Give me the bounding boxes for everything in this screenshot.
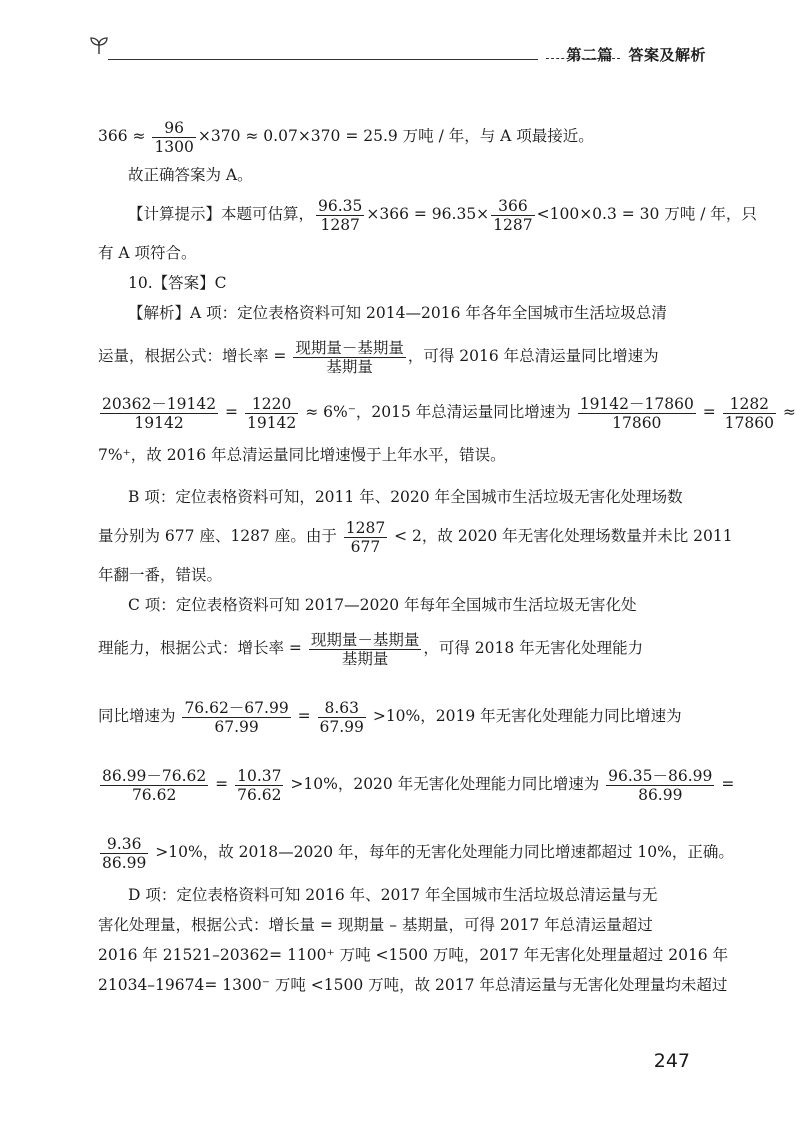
denominator: 67.99 — [214, 717, 259, 736]
text-run: >10%，故 2018—2020 年，每年的无害化处理能力同比增速都超过 10%，正确。 — [150, 843, 734, 861]
text-run: ≈ 6%⁻，2015 年总清运量同比增速为 — [300, 403, 576, 421]
page-body — [98, 112, 796, 1000]
fraction — [245, 395, 298, 432]
numerator: 76.62－67.99 — [184, 698, 289, 717]
denominator: 76.62 — [237, 785, 282, 804]
text-line: D 项：定位表格资料可知 2016 年、2017 年全国城市生活垃圾总清运量与无 — [128, 886, 658, 904]
denominator: 76.62 — [131, 785, 177, 804]
text-run: = — [210, 775, 234, 793]
numerator: 1287 — [345, 518, 386, 537]
text-line: 害化处理量，根据公式：增长量 = 现期量 – 基期量，可得 2017 年总清运量超过 — [98, 916, 653, 934]
text-run: = — [220, 403, 243, 421]
numerator: 10.37 — [237, 766, 282, 785]
denominator: 17860 — [612, 413, 662, 432]
numerator: 96.35 — [318, 196, 363, 215]
fraction — [316, 197, 364, 234]
text-run: >10%，2020 年无害化处理能力同比增速为 — [285, 775, 605, 793]
text-run: ×366 = 96.35× — [366, 205, 490, 223]
denominator: 基期量 — [341, 649, 389, 668]
numerator: 1282 — [723, 395, 776, 414]
text-run: >10%，2019 年无害化处理能力同比增速为 — [367, 707, 682, 725]
text-line — [98, 620, 692, 676]
denominator: 1300 — [154, 137, 194, 156]
text-line: B 项：定位表格资料可知，2011 年、2020 年全国城市生活垃圾无害化处理场数 — [128, 488, 683, 506]
text-run: <100×0.3 = 30 万吨 / 年，只 — [536, 205, 757, 223]
text-run: ，可得 2016 年总清运量同比增速为 — [407, 347, 659, 365]
denominator: 67.99 — [319, 717, 364, 736]
denominator: 677 — [350, 537, 381, 556]
fraction — [309, 631, 422, 668]
text-run: 理能力，根据公式：增长率 = — [98, 639, 307, 657]
denominator: 1287 — [493, 215, 533, 234]
fraction — [235, 767, 283, 804]
numerator: 现期量－基期量 — [295, 338, 404, 357]
text-line: 故正确答案为 A。 — [128, 166, 253, 184]
text-line — [98, 112, 692, 160]
denominator: 86.99 — [638, 785, 683, 804]
running-header — [80, 30, 706, 70]
text-run: 366 ≈ — [98, 127, 151, 145]
denominator: 1287 — [320, 215, 360, 234]
denominator: 19142 — [134, 413, 184, 432]
fraction — [100, 395, 218, 432]
text-run: = — [716, 775, 735, 793]
fraction — [491, 197, 534, 234]
text-line — [98, 688, 692, 744]
answer-heading: 10.【答案】C — [128, 274, 227, 292]
text-run: = — [697, 403, 721, 421]
text-run: ，可得 2018 年无害化处理能力 — [423, 639, 644, 657]
numerator: 现期量－基期量 — [310, 630, 420, 649]
text-run: 同比增速为 — [98, 707, 181, 725]
fraction — [100, 835, 148, 872]
text-line: 2016 年 21521–20362= 1100⁺ 万吨 <1500 万吨，2017 年无害化处理量超过 2016 年 — [98, 946, 729, 964]
text-run: 量分别为 677 座、1287 座。由于 — [98, 527, 342, 545]
text-run: < 2，故 2020 年无害化处理场数量并未比 2011 — [389, 527, 733, 545]
text-line — [98, 512, 733, 560]
header-rule — [108, 59, 538, 60]
header-title: 第二篇 答案及解析 — [566, 46, 706, 64]
text-line: 21034–19674= 1300⁻ 万吨 <1500 万吨，故 2017 年总清运量与无害化处理量均未超过 — [98, 976, 728, 994]
text-line — [98, 190, 757, 238]
text-line: 有 A 项符合。 — [98, 244, 197, 262]
numerator: 8.63 — [318, 699, 366, 718]
text-line: C 项：定位表格资料可知 2017—2020 年每年全国城市生活垃圾无害化处 — [128, 596, 637, 614]
denominator: 19142 — [246, 413, 297, 432]
numerator: 1220 — [245, 395, 298, 414]
text-line: 【解析】A 项：定位表格资料可知 2014—2016 年各年全国城市生活垃圾总清 — [128, 304, 667, 322]
fraction — [100, 767, 208, 804]
fraction — [182, 699, 290, 736]
page-number: 247 — [653, 1050, 690, 1072]
numerator: 366 — [491, 197, 534, 216]
text-run: 【计算提示】本题可估算， — [128, 205, 315, 223]
sprout-icon — [88, 34, 110, 56]
text-line — [98, 328, 692, 384]
text-line — [98, 384, 796, 440]
numerator: 96.35－86.99 — [608, 766, 713, 785]
denominator: 86.99 — [102, 853, 147, 872]
fraction — [152, 119, 195, 156]
text-line: 7%⁺，故 2016 年总清运量同比增速慢于上年水平，错误。 — [98, 446, 506, 464]
numerator: 86.99－76.62 — [102, 766, 207, 785]
numerator: 20362－19142 — [102, 394, 217, 413]
fraction — [293, 339, 406, 376]
numerator: 19142－17860 — [579, 394, 694, 413]
text-line — [98, 756, 735, 812]
text-line — [98, 824, 734, 880]
text-run: ×370 ≈ 0.07×370 = 25.9 万吨 / 年，与 A 项最接近。 — [197, 127, 594, 145]
fraction — [606, 767, 714, 804]
fraction — [578, 395, 696, 432]
text-run: 运量，根据公式：增长率 = — [98, 347, 292, 365]
denominator: 基期量 — [326, 357, 373, 376]
numerator: 96 — [152, 119, 195, 138]
text-run: ≈ — [777, 403, 796, 421]
text-line: 年翻一番，错误。 — [98, 566, 223, 584]
fraction — [318, 699, 366, 736]
text-run: = — [292, 707, 316, 725]
fraction — [723, 395, 776, 432]
denominator: 17860 — [724, 413, 774, 432]
fraction — [344, 519, 387, 556]
numerator: 9.36 — [100, 835, 148, 854]
